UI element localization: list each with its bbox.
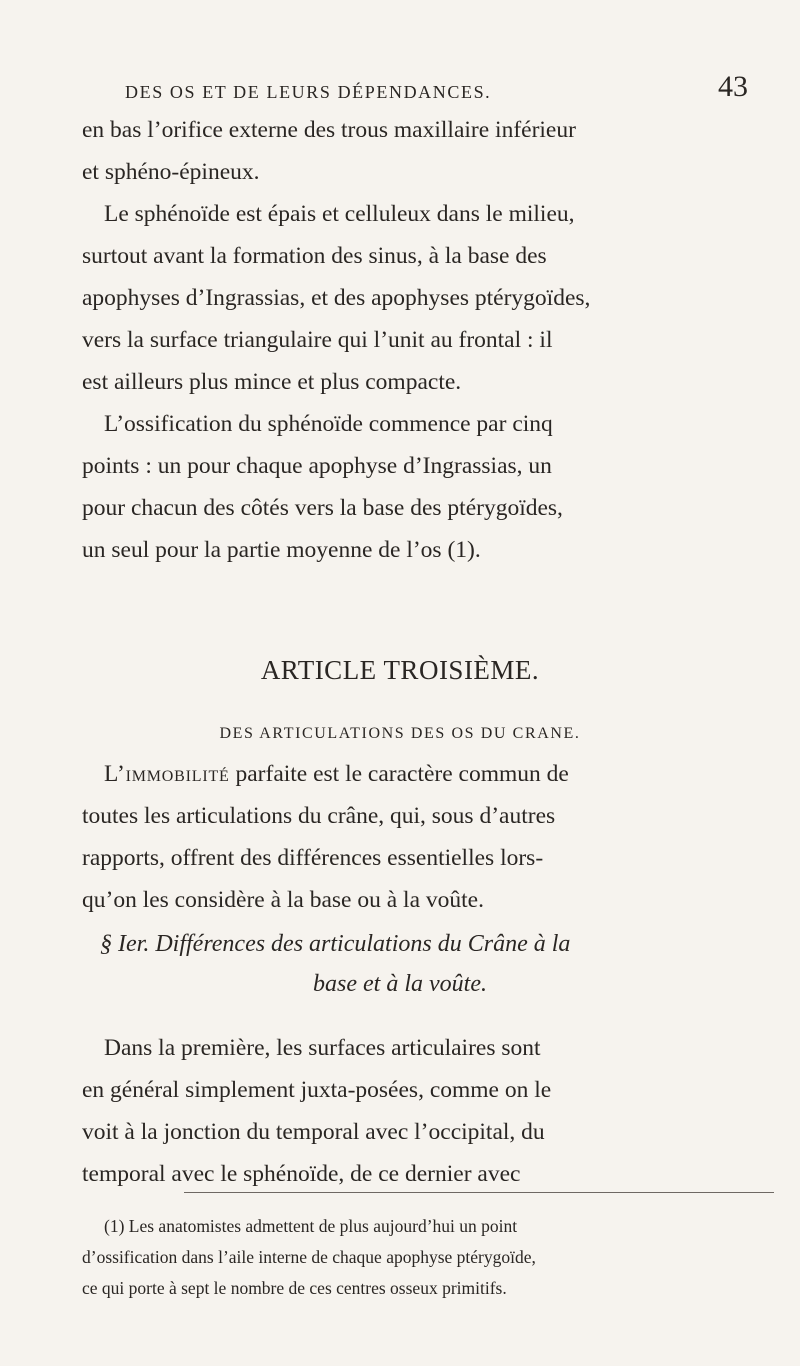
- paragraph-line: et sphéno-épineux.: [82, 159, 260, 185]
- paragraph-line-rest: parfaite est le caractère commun de: [229, 761, 569, 787]
- footnote-line: ce qui porte à sept le nombre de ces centres osseux primitifs.: [82, 1278, 507, 1298]
- subsection-heading-line2: base et à la voûte.: [313, 971, 487, 997]
- paragraph-line: est ailleurs plus mince et plus compacte.: [82, 369, 462, 395]
- paragraph-line: surtout avant la formation des sinus, à la base des: [82, 243, 547, 269]
- running-title: DES OS ET DE LEURS DÉPENDANCES.: [125, 82, 492, 102]
- footnote-line: (1) Les anatomistes admettent de plus aujourd’hui un point: [104, 1216, 518, 1236]
- running-head: [80, 70, 760, 110]
- paragraph-line: toutes les articulations du crâne, qui, sous d’autres: [82, 803, 556, 829]
- drop-word: L’immobilité: [104, 761, 230, 787]
- paragraph-line: voit à la jonction du temporal avec l’occipital, du: [82, 1119, 545, 1145]
- paragraph-line: temporal avec le sphénoïde, de ce dernier avec: [82, 1161, 521, 1187]
- subsection-heading-line1: § Ier. Différences des articulations du Crâne à la: [100, 931, 571, 957]
- article-heading: ARTICLE TROISIÈME.: [260, 655, 540, 685]
- section-heading: DES ARTICULATIONS DES OS DU CRANE.: [219, 725, 581, 742]
- paragraph-line: vers la surface triangulaire qui l’unit au frontal : il: [82, 327, 553, 353]
- paragraph-line: en bas l’orifice externe des trous maxillaire inférieur: [82, 117, 576, 143]
- paragraph-line: qu’on les considère à la base ou à la voûte.: [82, 887, 484, 913]
- paragraph-line: en général simplement juxta-posées, comme on le: [82, 1077, 552, 1103]
- paragraph-line: [104, 763, 569, 787]
- paragraph-line: Le sphénoïde est épais et celluleux dans le milieu,: [104, 201, 575, 227]
- paragraph-line: un seul pour la partie moyenne de l’os (1).: [82, 537, 481, 563]
- paragraph-line: apophyses d’Ingrassias, et des apophyses ptérygoïdes,: [82, 285, 591, 311]
- page-number: 43: [718, 70, 748, 103]
- paragraph-line: L’ossification du sphénoïde commence par cinq: [104, 411, 553, 437]
- paragraph-line: points : un pour chaque apophyse d’Ingrassias, un: [82, 453, 552, 479]
- paragraph-line: rapports, offrent des différences essentielles lors-: [82, 845, 544, 871]
- footnote-line: d’ossification dans l’aile interne de chaque apophyse ptérygoïde,: [82, 1247, 536, 1267]
- paragraph-line: Dans la première, les surfaces articulaires sont: [104, 1035, 541, 1061]
- footnote-rule: [184, 1192, 774, 1193]
- paragraph-line: pour chacun des côtés vers la base des ptérygoïdes,: [82, 495, 563, 521]
